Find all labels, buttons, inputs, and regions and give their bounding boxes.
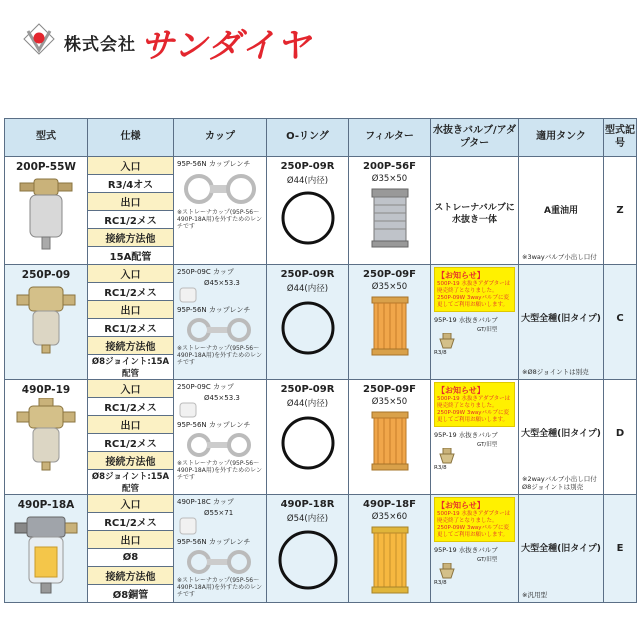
spec-value-connection: Ø8ジョイント:15A配管	[88, 355, 174, 380]
paper-filter-icon	[368, 295, 412, 357]
notice-title: 【お知らせ】	[437, 271, 485, 280]
model-cell	[5, 157, 88, 265]
oring-cell	[267, 380, 349, 495]
spec-value-inlet: RC1/2メス	[88, 398, 174, 416]
cup-wrench-note: ※ストレーナカップ(95P-56～490P-18A用)を外すためのレンチです	[177, 209, 263, 231]
spec-value-outlet: Ø8	[88, 549, 174, 567]
oring-icon	[278, 413, 338, 473]
spec-table	[4, 118, 637, 603]
valve-cell	[431, 157, 519, 265]
filter-cell	[349, 265, 431, 380]
company-logo-icon	[22, 22, 56, 56]
spec-label-inlet: 入口	[88, 380, 174, 398]
drain-valve-type: GT/旧型	[477, 556, 498, 563]
oring-part: 250P-09R	[280, 161, 335, 172]
cup-cell	[174, 157, 267, 265]
valve-cell	[431, 265, 519, 380]
col-header-model: 型式	[5, 119, 88, 157]
spec-label-connection: 接続方法他	[88, 229, 174, 247]
header	[0, 0, 640, 118]
filter-size: Ø35×50	[371, 174, 408, 184]
spec-value-outlet: RC1/2メス	[88, 434, 174, 452]
drain-valve-icon	[437, 448, 457, 464]
col-header-code: 型式記号	[604, 119, 637, 157]
table-row	[5, 157, 637, 175]
tank-cell	[519, 265, 604, 380]
oring-part: 250P-09R	[280, 384, 335, 395]
paper-filter-icon	[368, 410, 412, 472]
notice-title: 【お知らせ】	[437, 386, 485, 395]
tank-type: 大型全種(旧タイプ)	[521, 429, 601, 439]
cup-size: Ø45×53.3	[204, 279, 240, 287]
cup-wrench-icon	[177, 431, 263, 459]
cup-cell	[174, 265, 267, 380]
company-name: 株式会社	[64, 35, 136, 55]
col-header-tank: 適用タンク	[519, 119, 604, 157]
spec-label-inlet: 入口	[88, 495, 174, 513]
cup-label: 490P-18C カップ	[177, 498, 234, 506]
strainer-valve-icon	[16, 175, 76, 255]
valve-cell	[431, 495, 519, 603]
tank-note: ※Ø8ジョイントは別売	[522, 367, 589, 376]
drain-valve-label: 95P-19 水抜きバルブ	[434, 315, 498, 324]
filter-part: 490P-18F	[363, 499, 416, 510]
col-header-valve: 水抜きバルブ/アダプター	[431, 119, 519, 157]
notice-body: 500P-19 水抜きアダプターは廃売終了となりました。250P-09W 3wayバルブに変更してご利用お願いします。	[437, 511, 511, 538]
drain-valve-type: GT/旧型	[477, 441, 498, 448]
model-name: 200P-55W	[16, 161, 76, 173]
spec-label-outlet: 出口	[88, 301, 174, 319]
filter-cell	[349, 380, 431, 495]
tank-note: ※2wayバルブ小出し口付 Ø8ジョイントは別売	[522, 474, 597, 491]
spec-value-outlet: RC1/2メス	[88, 319, 174, 337]
model-name: 490P-18A	[17, 499, 75, 511]
oring-cell	[267, 265, 349, 380]
strainer-valve-icon	[15, 398, 77, 472]
cup-label: 250P-09C カップ	[177, 383, 234, 391]
oring-part: 490P-18R	[280, 499, 335, 510]
spec-label-connection: 接続方法他	[88, 452, 174, 470]
drain-valve-icon	[437, 333, 457, 349]
model-code: C	[616, 313, 624, 324]
cup-wrench-label: 95P-56N カップレンチ	[177, 160, 251, 168]
filter-size: Ø35×50	[371, 282, 408, 292]
spec-value-inlet: RC1/2メス	[88, 513, 174, 531]
filter-size: Ø35×50	[371, 397, 408, 407]
spec-value-connection: Ø8ジョイント:15A配管	[88, 470, 174, 495]
paper-filter-icon	[368, 525, 412, 595]
drain-valve-size: R3/8	[434, 464, 447, 471]
oring-size: Ø44(内径)	[286, 176, 329, 186]
filter-part: 200P-56F	[363, 161, 416, 172]
spec-label-outlet: 出口	[88, 416, 174, 434]
drain-valve-size: R3/8	[434, 579, 447, 586]
col-header-oring: O-リング	[267, 119, 349, 157]
drain-valve-type: GT/旧型	[477, 326, 498, 333]
cup-wrench-note: ※ストレーナカップ(95P-56～490P-18A用)を外すためのレンチです	[177, 460, 263, 482]
notice-box	[434, 497, 515, 542]
mesh-filter-icon	[368, 187, 412, 249]
oring-icon	[278, 188, 338, 248]
notice-body: 500P-19 水抜きアダプターは廃売終了となりました。250P-09W 3wayバルブに変更してご利用お願いします。	[437, 281, 511, 308]
notice-title: 【お知らせ】	[437, 501, 485, 510]
filter-part: 250P-09F	[363, 269, 416, 280]
model-name: 490P-19	[21, 384, 71, 396]
code-cell	[604, 495, 637, 603]
valve-description: ストレーナバルブに水抜き一体	[434, 203, 515, 225]
cup-label: 250P-09C カップ	[177, 268, 234, 276]
cup-icon	[178, 517, 198, 535]
model-name: 250P-09	[21, 269, 71, 281]
cup-size: Ø45×53.3	[204, 394, 240, 402]
tank-note: ※3wayバルブ小出し口付	[522, 252, 597, 261]
cup-cell	[174, 380, 267, 495]
code-cell	[604, 380, 637, 495]
oring-size: Ø44(内径)	[286, 399, 329, 409]
oring-icon	[278, 298, 338, 358]
col-header-spec: 仕様	[88, 119, 174, 157]
strainer-valve-icon	[13, 513, 79, 597]
tank-cell	[519, 380, 604, 495]
spec-label-connection: 接続方法他	[88, 567, 174, 585]
cup-wrench-label: 95P-56N カップレンチ	[177, 538, 251, 546]
cup-wrench-icon	[177, 316, 263, 344]
col-header-filter: フィルター	[349, 119, 431, 157]
cup-wrench-note: ※ストレーナカップ(95P-56～490P-18A用)を外すためのレンチです	[177, 345, 263, 367]
table-header-row	[5, 119, 637, 157]
oring-cell	[267, 495, 349, 603]
spec-label-outlet: 出口	[88, 193, 174, 211]
spec-value-inlet: R3/4オス	[88, 175, 174, 193]
spec-value-outlet: RC1/2メス	[88, 211, 174, 229]
table-row	[5, 380, 637, 398]
drain-valve-label: 95P-19 水抜きバルブ	[434, 545, 498, 554]
strainer-valve-icon	[15, 283, 77, 355]
notice-box	[434, 267, 515, 312]
model-code: Z	[616, 205, 624, 216]
tank-cell	[519, 495, 604, 603]
table-row	[5, 495, 637, 513]
model-cell	[5, 265, 88, 380]
model-cell	[5, 495, 88, 603]
cup-icon	[178, 402, 198, 418]
notice-body: 500P-19 水抜きアダプターは廃売終了となりました。250P-09W 3wayバルブに変更してご利用お願いします。	[437, 396, 511, 423]
model-code: D	[615, 428, 625, 439]
model-code: E	[616, 543, 624, 554]
tank-note: ※汎用型	[522, 590, 547, 599]
drain-valve-icon	[437, 563, 457, 579]
spec-label-outlet: 出口	[88, 531, 174, 549]
cup-wrench-icon	[177, 171, 263, 207]
cup-icon	[178, 287, 198, 303]
cup-wrench-label: 95P-56N カップレンチ	[177, 421, 251, 429]
filter-cell	[349, 495, 431, 603]
filter-size: Ø35×60	[371, 512, 408, 522]
spec-value-inlet: RC1/2メス	[88, 283, 174, 301]
model-cell	[5, 380, 88, 495]
cup-wrench-label: 95P-56N カップレンチ	[177, 306, 251, 314]
spec-label-inlet: 入口	[88, 157, 174, 175]
brand-name: サンダイヤ	[140, 26, 312, 66]
cup-size: Ø55×71	[204, 509, 234, 517]
spec-label-inlet: 入口	[88, 265, 174, 283]
oring-part: 250P-09R	[280, 269, 335, 280]
tank-type: 大型全種(旧タイプ)	[521, 314, 601, 324]
spec-label-connection: 接続方法他	[88, 337, 174, 355]
filter-cell	[349, 157, 431, 265]
valve-cell	[431, 380, 519, 495]
oring-size: Ø44(内径)	[286, 284, 329, 294]
code-cell	[604, 157, 637, 265]
oring-icon	[275, 527, 341, 593]
drain-valve-label: 95P-19 水抜きバルブ	[434, 430, 498, 439]
spec-value-connection: 15A配管	[88, 247, 174, 265]
col-header-cup: カップ	[174, 119, 267, 157]
oring-size: Ø54(内径)	[286, 514, 329, 524]
cup-wrench-icon	[177, 548, 263, 576]
spec-value-connection: Ø8銅管	[88, 585, 174, 603]
tank-type: A重油用	[544, 206, 578, 216]
table-row	[5, 265, 637, 283]
notice-box	[434, 382, 515, 427]
oring-cell	[267, 157, 349, 265]
cup-wrench-note: ※ストレーナカップ(95P-56～490P-18A用)を外すためのレンチです	[177, 577, 263, 599]
drain-valve-size: R3/8	[434, 349, 447, 356]
cup-cell	[174, 495, 267, 603]
filter-part: 250P-09F	[363, 384, 416, 395]
tank-type: 大型全種(旧タイプ)	[521, 544, 601, 554]
code-cell	[604, 265, 637, 380]
tank-cell	[519, 157, 604, 265]
